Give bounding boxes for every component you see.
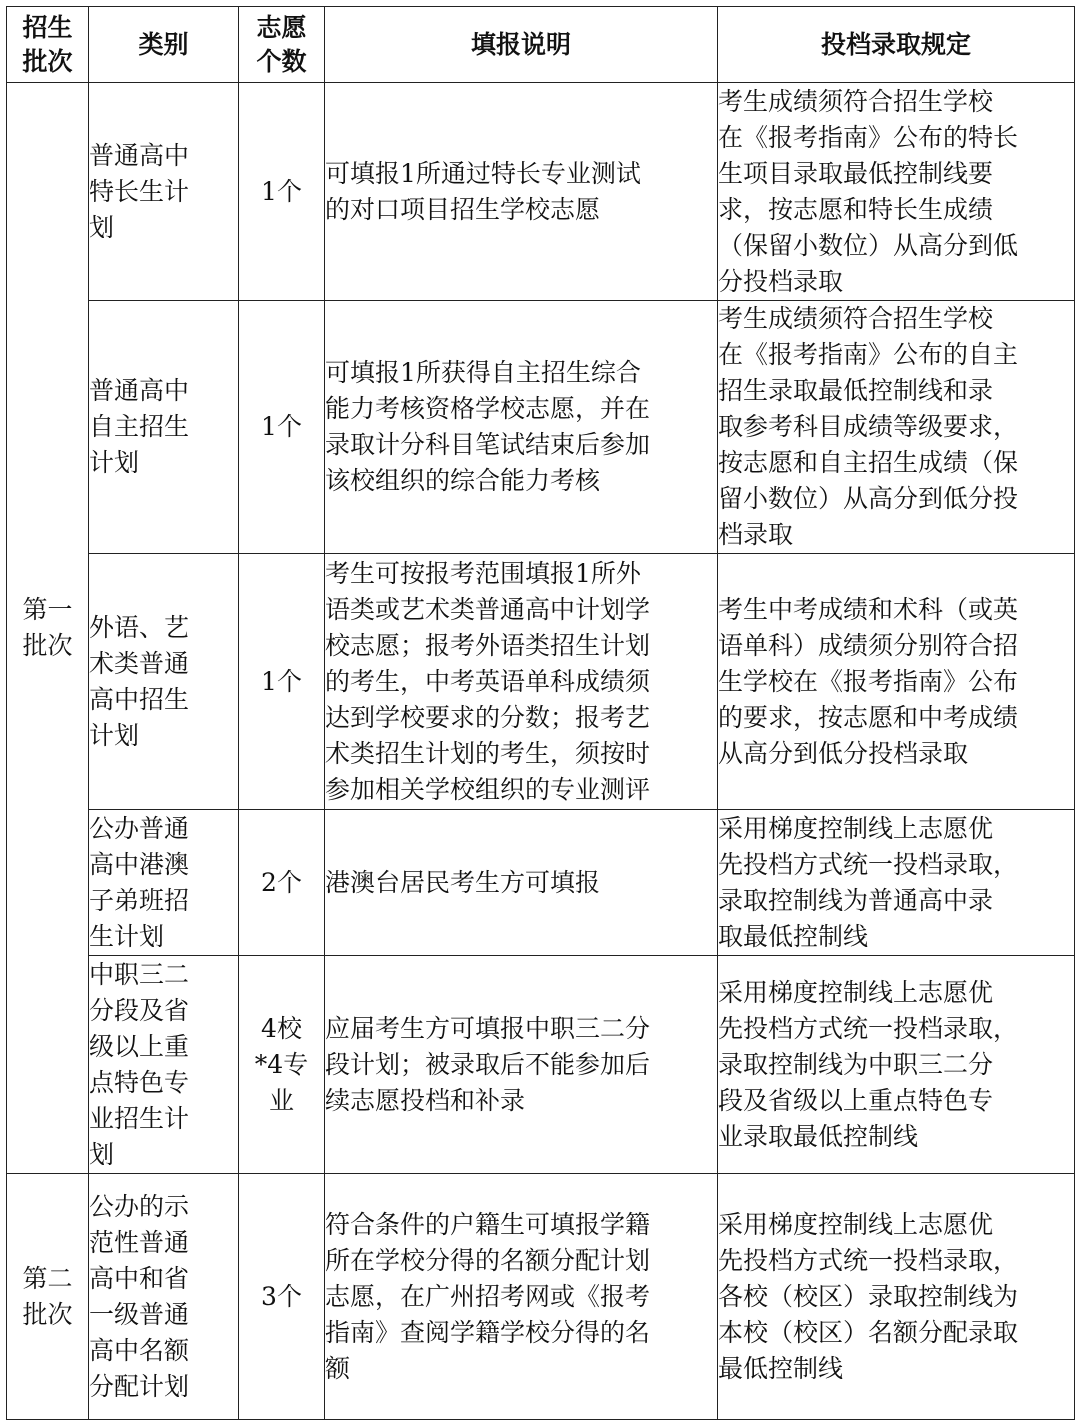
description-cell: 港澳台居民考生方可填报 bbox=[325, 810, 718, 956]
batch-cell: 第一 批次 bbox=[7, 83, 89, 1174]
rules-cell: 考生中考成绩和术科（或英 语单科）成绩须分别符合招 生学校在《报考指南》公布 的要求，按志愿和中考成绩 从高分到低分投档录取 bbox=[718, 554, 1075, 810]
count-cell: 1个 bbox=[239, 301, 325, 554]
count-cell: 1个 bbox=[239, 83, 325, 301]
rules-cell: 考生成绩须符合招生学校 在《报考指南》公布的特长 生项目录取最低控制线要 求，按志愿和特长生成绩 （保留小数位）从高分到低 分投档录取 bbox=[718, 83, 1075, 301]
rules-cell: 考生成绩须符合招生学校 在《报考指南》公布的自主 招生录取最低控制线和录 取参考科目成绩等级要求， 按志愿和自主招生成绩（保 留小数位）从高分到低分投 档录取 bbox=[718, 301, 1075, 554]
header-category: 类别 bbox=[89, 7, 239, 83]
table-row bbox=[7, 1174, 1075, 1420]
description-cell: 可填报1所获得自主招生综合 能力考核资格学校志愿，并在 录取计分科目笔试结束后参加 该校组织的综合能力考核 bbox=[325, 301, 718, 554]
table-row bbox=[7, 301, 1075, 554]
table-row bbox=[7, 554, 1075, 810]
category-cell: 普通高中 自主招生 计划 bbox=[89, 301, 239, 554]
table-row bbox=[7, 810, 1075, 956]
header-count: 志愿 个数 bbox=[239, 7, 325, 83]
count-cell: 2个 bbox=[239, 810, 325, 956]
description-cell: 符合条件的户籍生可填报学籍 所在学校分得的名额分配计划 志愿，在广州招考网或《报考 指南》查阅学籍学校分得的名 额 bbox=[325, 1174, 718, 1420]
header-rules: 投档录取规定 bbox=[718, 7, 1075, 83]
table-row bbox=[7, 956, 1075, 1174]
admission-table bbox=[6, 6, 1075, 1420]
category-cell: 普通高中 特长生计 划 bbox=[89, 83, 239, 301]
header-description: 填报说明 bbox=[325, 7, 718, 83]
category-cell: 公办普通 高中港澳 子弟班招 生计划 bbox=[89, 810, 239, 956]
header-row bbox=[7, 7, 1075, 83]
rules-cell: 采用梯度控制线上志愿优 先投档方式统一投档录取， 各校（校区）录取控制线为 本校（校区）名额分配录取 最低控制线 bbox=[718, 1174, 1075, 1420]
rules-cell: 采用梯度控制线上志愿优 先投档方式统一投档录取， 录取控制线为普通高中录 取最低控制线 bbox=[718, 810, 1075, 956]
table-row bbox=[7, 83, 1075, 301]
description-cell: 考生可按报考范围填报1所外 语类或艺术类普通高中计划学 校志愿；报考外语类招生计划 的考生，中考英语单科成绩须 达到学校要求的分数；报考艺 术类招生计划的考生，须按时 参加相关学校组织的专业测评 bbox=[325, 554, 718, 810]
rules-cell: 采用梯度控制线上志愿优 先投档方式统一投档录取， 录取控制线为中职三二分 段及省级以上重点特色专 业录取最低控制线 bbox=[718, 956, 1075, 1174]
description-cell: 应届考生方可填报中职三二分 段计划；被录取后不能参加后 续志愿投档和补录 bbox=[325, 956, 718, 1174]
category-cell: 外语、艺 术类普通 高中招生 计划 bbox=[89, 554, 239, 810]
description-cell: 可填报1所通过特长专业测试 的对口项目招生学校志愿 bbox=[325, 83, 718, 301]
count-cell: 3个 bbox=[239, 1174, 325, 1420]
header-batch: 招生 批次 bbox=[7, 7, 89, 83]
count-cell: 4校 *4专 业 bbox=[239, 956, 325, 1174]
category-cell: 公办的示 范性普通 高中和省 一级普通 高中名额 分配计划 bbox=[89, 1174, 239, 1420]
category-cell: 中职三二 分段及省 级以上重 点特色专 业招生计 划 bbox=[89, 956, 239, 1174]
count-cell: 1个 bbox=[239, 554, 325, 810]
batch-cell: 第二 批次 bbox=[7, 1174, 89, 1420]
